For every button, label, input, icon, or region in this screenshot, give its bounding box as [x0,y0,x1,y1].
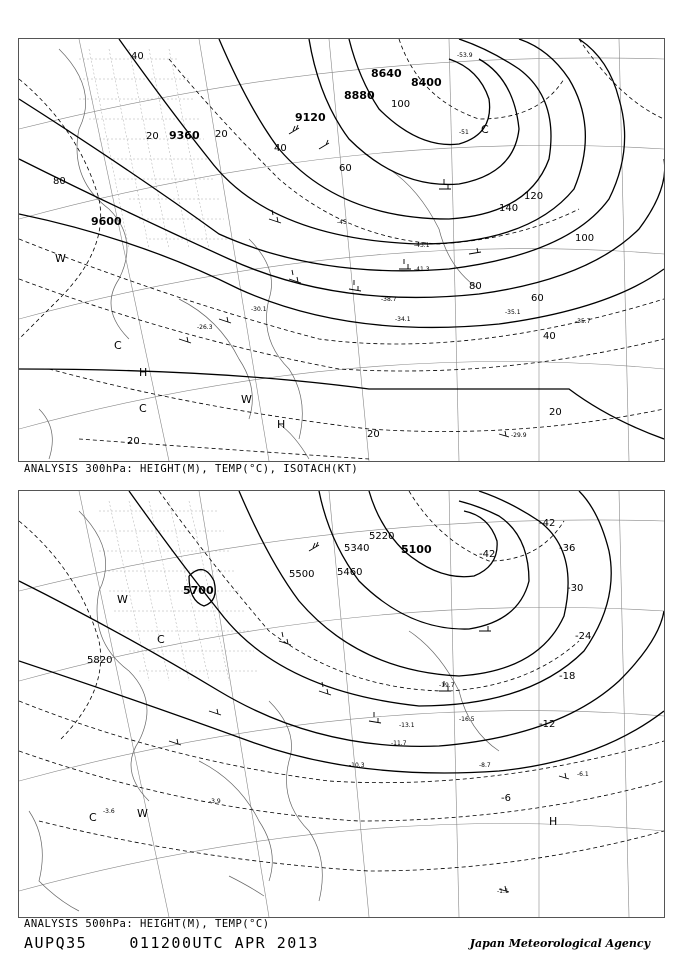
warm-symbol: W [55,252,66,265]
cold-symbol: C [139,402,147,415]
isotach-label: 140 [499,203,519,214]
agency-name: Japan Meteorological Agency [469,937,650,950]
height-labels [87,531,432,666]
temp-label: -12 [539,719,556,730]
height-labels [91,67,442,228]
isotach-label: 60 [531,293,544,304]
isotach-label: 80 [469,281,482,292]
temp-label: -42 [539,518,556,529]
caption-500hpa: ANALYSIS 500hPa: HEIGHT(M), TEMP(°C) [24,918,270,930]
temp-label: -3.6 [103,808,115,815]
temp-label: -35.7 [575,318,591,325]
cold-symbol: C [481,123,489,136]
height-label: 8640 [371,67,402,80]
warm-symbol: W [241,393,252,406]
map-500hpa-canvas [19,491,664,917]
isotach-label: 80 [53,176,66,187]
temperature-labels [197,52,591,439]
isotach-label: 20 [215,129,228,140]
isotach-label: 20 [367,429,380,440]
coastlines [29,511,499,911]
height-label: 5100 [401,543,432,556]
wind-barbs [169,542,569,892]
temp-label: -18 [559,671,576,682]
high-symbol: H [277,418,286,431]
temp-label: -24 [575,631,592,642]
temp-label: -3.9 [209,798,221,805]
temp-label: -10.3 [349,762,365,769]
temp-label: -36 [559,543,576,554]
temp-label: -38.7 [381,296,397,303]
temp-label: -6.1 [577,771,589,778]
graticule [19,39,664,461]
cold-symbol: C [89,811,97,824]
temp-label: -6 [501,793,511,804]
height-label: 5460 [337,567,363,578]
temp-label: -42 [479,549,496,560]
temp-label: -45 [337,219,347,226]
temp-label: -51 [459,129,469,136]
isotach-label: 100 [391,99,411,110]
chart-timestamp: 011200UTC APR 2013 [129,934,319,952]
height-label: 5220 [369,531,395,542]
temp-label: -41.3 [414,266,430,273]
isotach-label: 20 [549,407,562,418]
warm-symbol: W [117,593,128,606]
isotach-label: 20 [146,131,159,142]
data-grid [99,501,259,681]
height-label: 5340 [344,543,370,554]
isotach-label: 60 [339,163,352,174]
height-label: 8400 [411,76,442,89]
isotach-label: 40 [543,331,556,342]
temp-label: -35.1 [505,309,521,316]
temp-label: -19.7 [439,682,455,689]
isotach-label: 100 [575,233,595,244]
map-300hpa-canvas [19,39,664,461]
coastlines [39,49,479,459]
temp-label: -1.1 [497,888,509,895]
temp-label: -26.3 [197,324,213,331]
chart-id-line [24,934,319,952]
temp-label: -16.5 [459,716,475,723]
chart-id: AUPQ35 [24,934,88,952]
isotach-label: 40 [131,51,144,62]
cold-symbol: C [157,633,165,646]
height-label: 9120 [295,111,326,124]
height-label: 9600 [91,215,122,228]
high-symbol: H [549,815,558,828]
caption-300hpa: ANALYSIS 300hPa: HEIGHT(M), TEMP(°C), ISOTACH(KT) [24,463,359,475]
cold-symbol: C [114,339,122,352]
temp-label: -34.1 [395,316,411,323]
temp-label: -30.1 [251,306,267,313]
isotach-label: 40 [274,143,287,154]
height-label: 8880 [344,89,375,102]
map-500hpa [18,490,665,918]
height-label: 5820 [87,655,113,666]
temp-label: -53.9 [457,52,473,59]
temp-label: -43.1 [414,242,430,249]
temp-label: -30 [567,583,584,594]
temp-label: -13.1 [399,722,415,729]
map-300hpa [18,38,665,462]
height-label: 5500 [289,569,315,580]
pressure-symbols [89,593,557,828]
isotach-label: 120 [524,191,544,202]
high-symbol: H [139,366,148,379]
height-label: 5700 [183,584,214,597]
temp-label: -11.7 [391,740,407,747]
temp-label: -8.7 [479,762,491,769]
warm-symbol: W [137,807,148,820]
temp-label: -29.9 [511,432,527,439]
height-label: 9360 [169,129,200,142]
isotach-label: 20 [127,436,140,447]
